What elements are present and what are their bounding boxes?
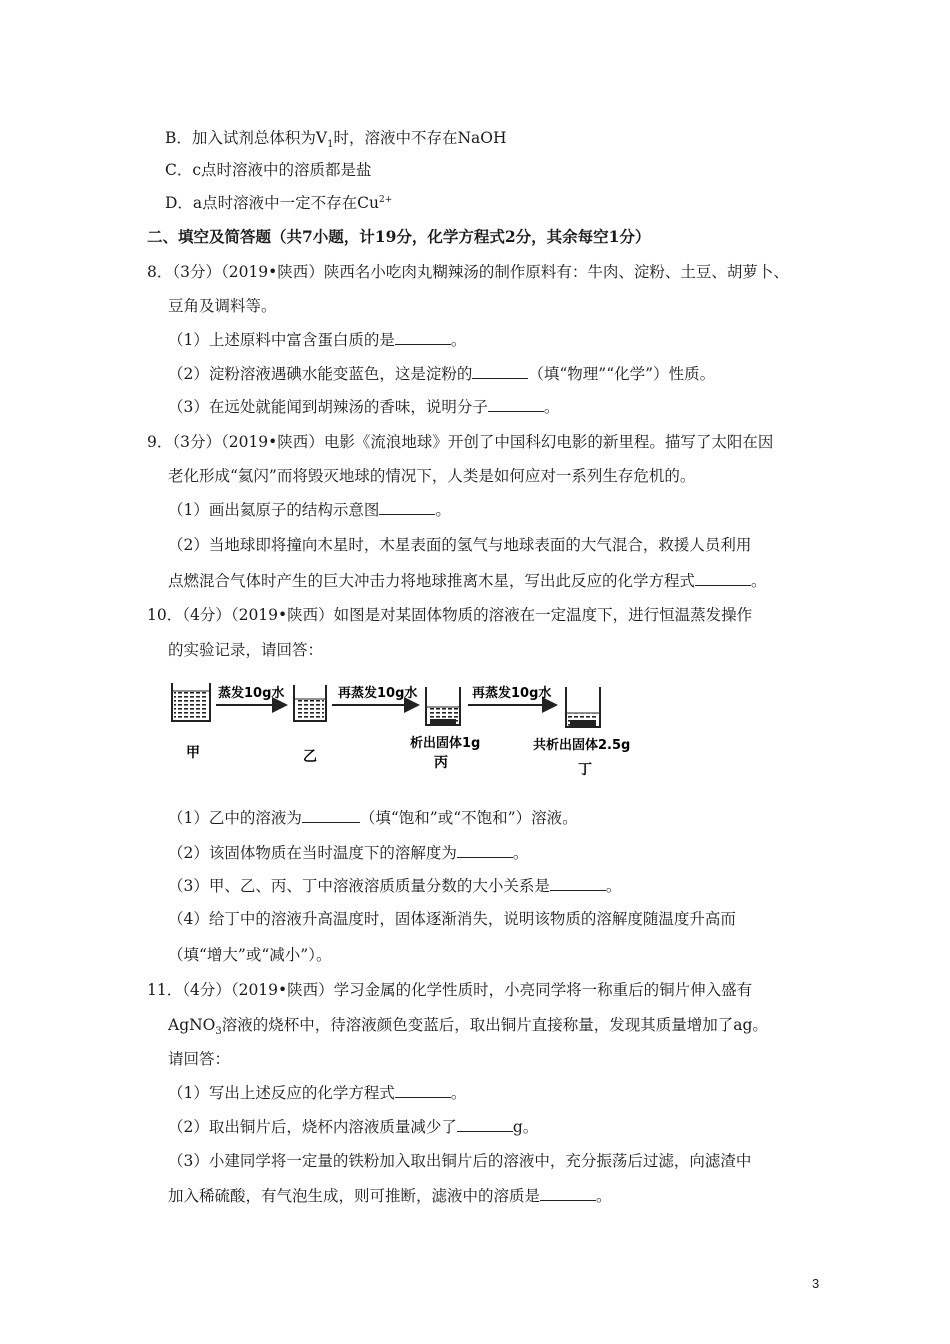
q10-stem-line2: 的实验记录，请回答： [168, 641, 324, 659]
page-number: 3 [812, 1276, 820, 1291]
answer-blank[interactable] [302, 808, 360, 823]
label-jia: 甲 [186, 745, 200, 761]
q10-part2: （2）该固体物质在当时温度下的溶解度为 。 [168, 844, 529, 862]
note-bing: 析出固体1g [410, 736, 481, 751]
q10-part4-line1: （4）给丁中的溶液升高温度时，固体逐渐消失，说明该物质的溶解度随温度升高而 [168, 910, 736, 928]
label-ding: 丁 [578, 762, 592, 778]
answer-blank[interactable] [379, 500, 435, 515]
q11-part3-line2: 加入稀硫酸，有气泡生成，则可推断，滤液中的溶质是 。 [168, 1187, 612, 1205]
q9-stem-line1: 9．（3分）（2019•陕西）电影《流浪地球》开创了中国科幻电影的新里程。描写了太阳在因 [147, 433, 774, 451]
q8-stem-line1: 8．（3分）（2019•陕西）陕西名小吃肉丸糊辣汤的制作原料有：牛肉、淀粉、土豆、胡萝卜、 [147, 263, 789, 281]
answer-blank[interactable] [695, 571, 751, 586]
q10-part1: （1）乙中的溶液为 （填“饱和”或“不饱和”）溶液。 [168, 809, 578, 827]
q9-part2-line2: 点燃混合气体时产生的巨大冲击力将地球推离木星，写出此反应的化学方程式 。 [168, 572, 767, 590]
q8-part1: （1）上述原料中富含蛋白质的是 。 [168, 331, 467, 349]
q8-part2: （2）淀粉溶液遇碘水能变蓝色，这是淀粉的 （填“物理”“化学”）性质。 [168, 365, 716, 383]
q10-stem-line1: 10．（4分）（2019•陕西）如图是对某固体物质的溶液在一定温度下，进行恒温蒸发操作 [147, 606, 753, 624]
answer-blank[interactable] [472, 364, 528, 379]
q11-stem-line2: AgNO$_3$溶液的烧杯中，待溶液颜色变蓝后，取出铜片直接称量，发现其质量增加了ag。 [168, 1016, 768, 1038]
section2-heading: 二、填空及简答题（共7小题，计19分，化学方程式2分，其余每空1分） [147, 227, 651, 246]
beaker-yi [294, 685, 326, 721]
arrow-2-label: 再蒸发10g水 [338, 686, 418, 701]
label-bing: 丙 [434, 755, 448, 771]
arrow-3-label: 再蒸发10g水 [472, 686, 552, 701]
answer-blank[interactable] [550, 876, 606, 891]
q10-part4-line2: （填“增大”或“减小”）。 [168, 946, 332, 964]
q11-part2: （2）取出铜片后，烧杯内溶液质量减少了 g。 [168, 1118, 539, 1136]
q9-stem-line2: 老化形成“氦闪”而将毁灭地球的情况下，人类是如何应对一系列生存危机的。 [168, 467, 696, 485]
q11-stem-line1: 11．（4分）（2019•陕西）学习金属的化学性质时，小亮同学将一称重后的铜片伸入盛有 [147, 981, 753, 999]
answer-blank[interactable] [540, 1186, 596, 1201]
evaporation-experiment-figure [160, 675, 660, 780]
q10-part3: （3）甲、乙、丙、丁中溶液溶质质量分数的大小关系是 。 [168, 877, 622, 895]
label-yi: 乙 [303, 749, 317, 765]
answer-blank[interactable] [395, 1083, 451, 1098]
beaker-ding [566, 687, 600, 727]
answer-blank[interactable] [488, 397, 544, 412]
note-ding: 共析出固体2.5g [533, 738, 631, 753]
arrow-1-label: 蒸发10g水 [218, 686, 285, 701]
q11-part3-line1: （3）小建同学将一定量的铁粉加入取出铜片后的溶液中，充分振荡后过滤，向滤渣中 [168, 1152, 752, 1170]
q7-option-b: B．加入试剂总体积为$V_1$时，溶液中不存在NaOH [165, 129, 507, 151]
q8-part3: （3）在远处就能闻到胡辣汤的香味，说明分子 。 [168, 398, 560, 416]
q11-part1: （1）写出上述反应的化学方程式 。 [168, 1084, 467, 1102]
q9-part1: （1）画出氦原子的结构示意图 。 [168, 501, 451, 519]
q11-stem-line3: 请回答： [168, 1050, 231, 1068]
answer-blank[interactable] [457, 843, 513, 858]
q9-part2-line1: （2）当地球即将撞向木星时，木星表面的氢气与地球表面的大气混合，救援人员利用 [168, 536, 752, 554]
beaker-bing [426, 687, 460, 725]
q7-option-d: D．a点时溶液中一定不存在$Cu^{2+}$ [165, 194, 393, 212]
answer-blank[interactable] [395, 330, 451, 345]
q8-stem-line2: 豆角及调料等。 [168, 297, 277, 315]
answer-blank[interactable] [457, 1117, 513, 1132]
beaker-jia [172, 683, 210, 721]
q7-option-c: C．c点时溶液中的溶质都是盐 [165, 161, 372, 179]
